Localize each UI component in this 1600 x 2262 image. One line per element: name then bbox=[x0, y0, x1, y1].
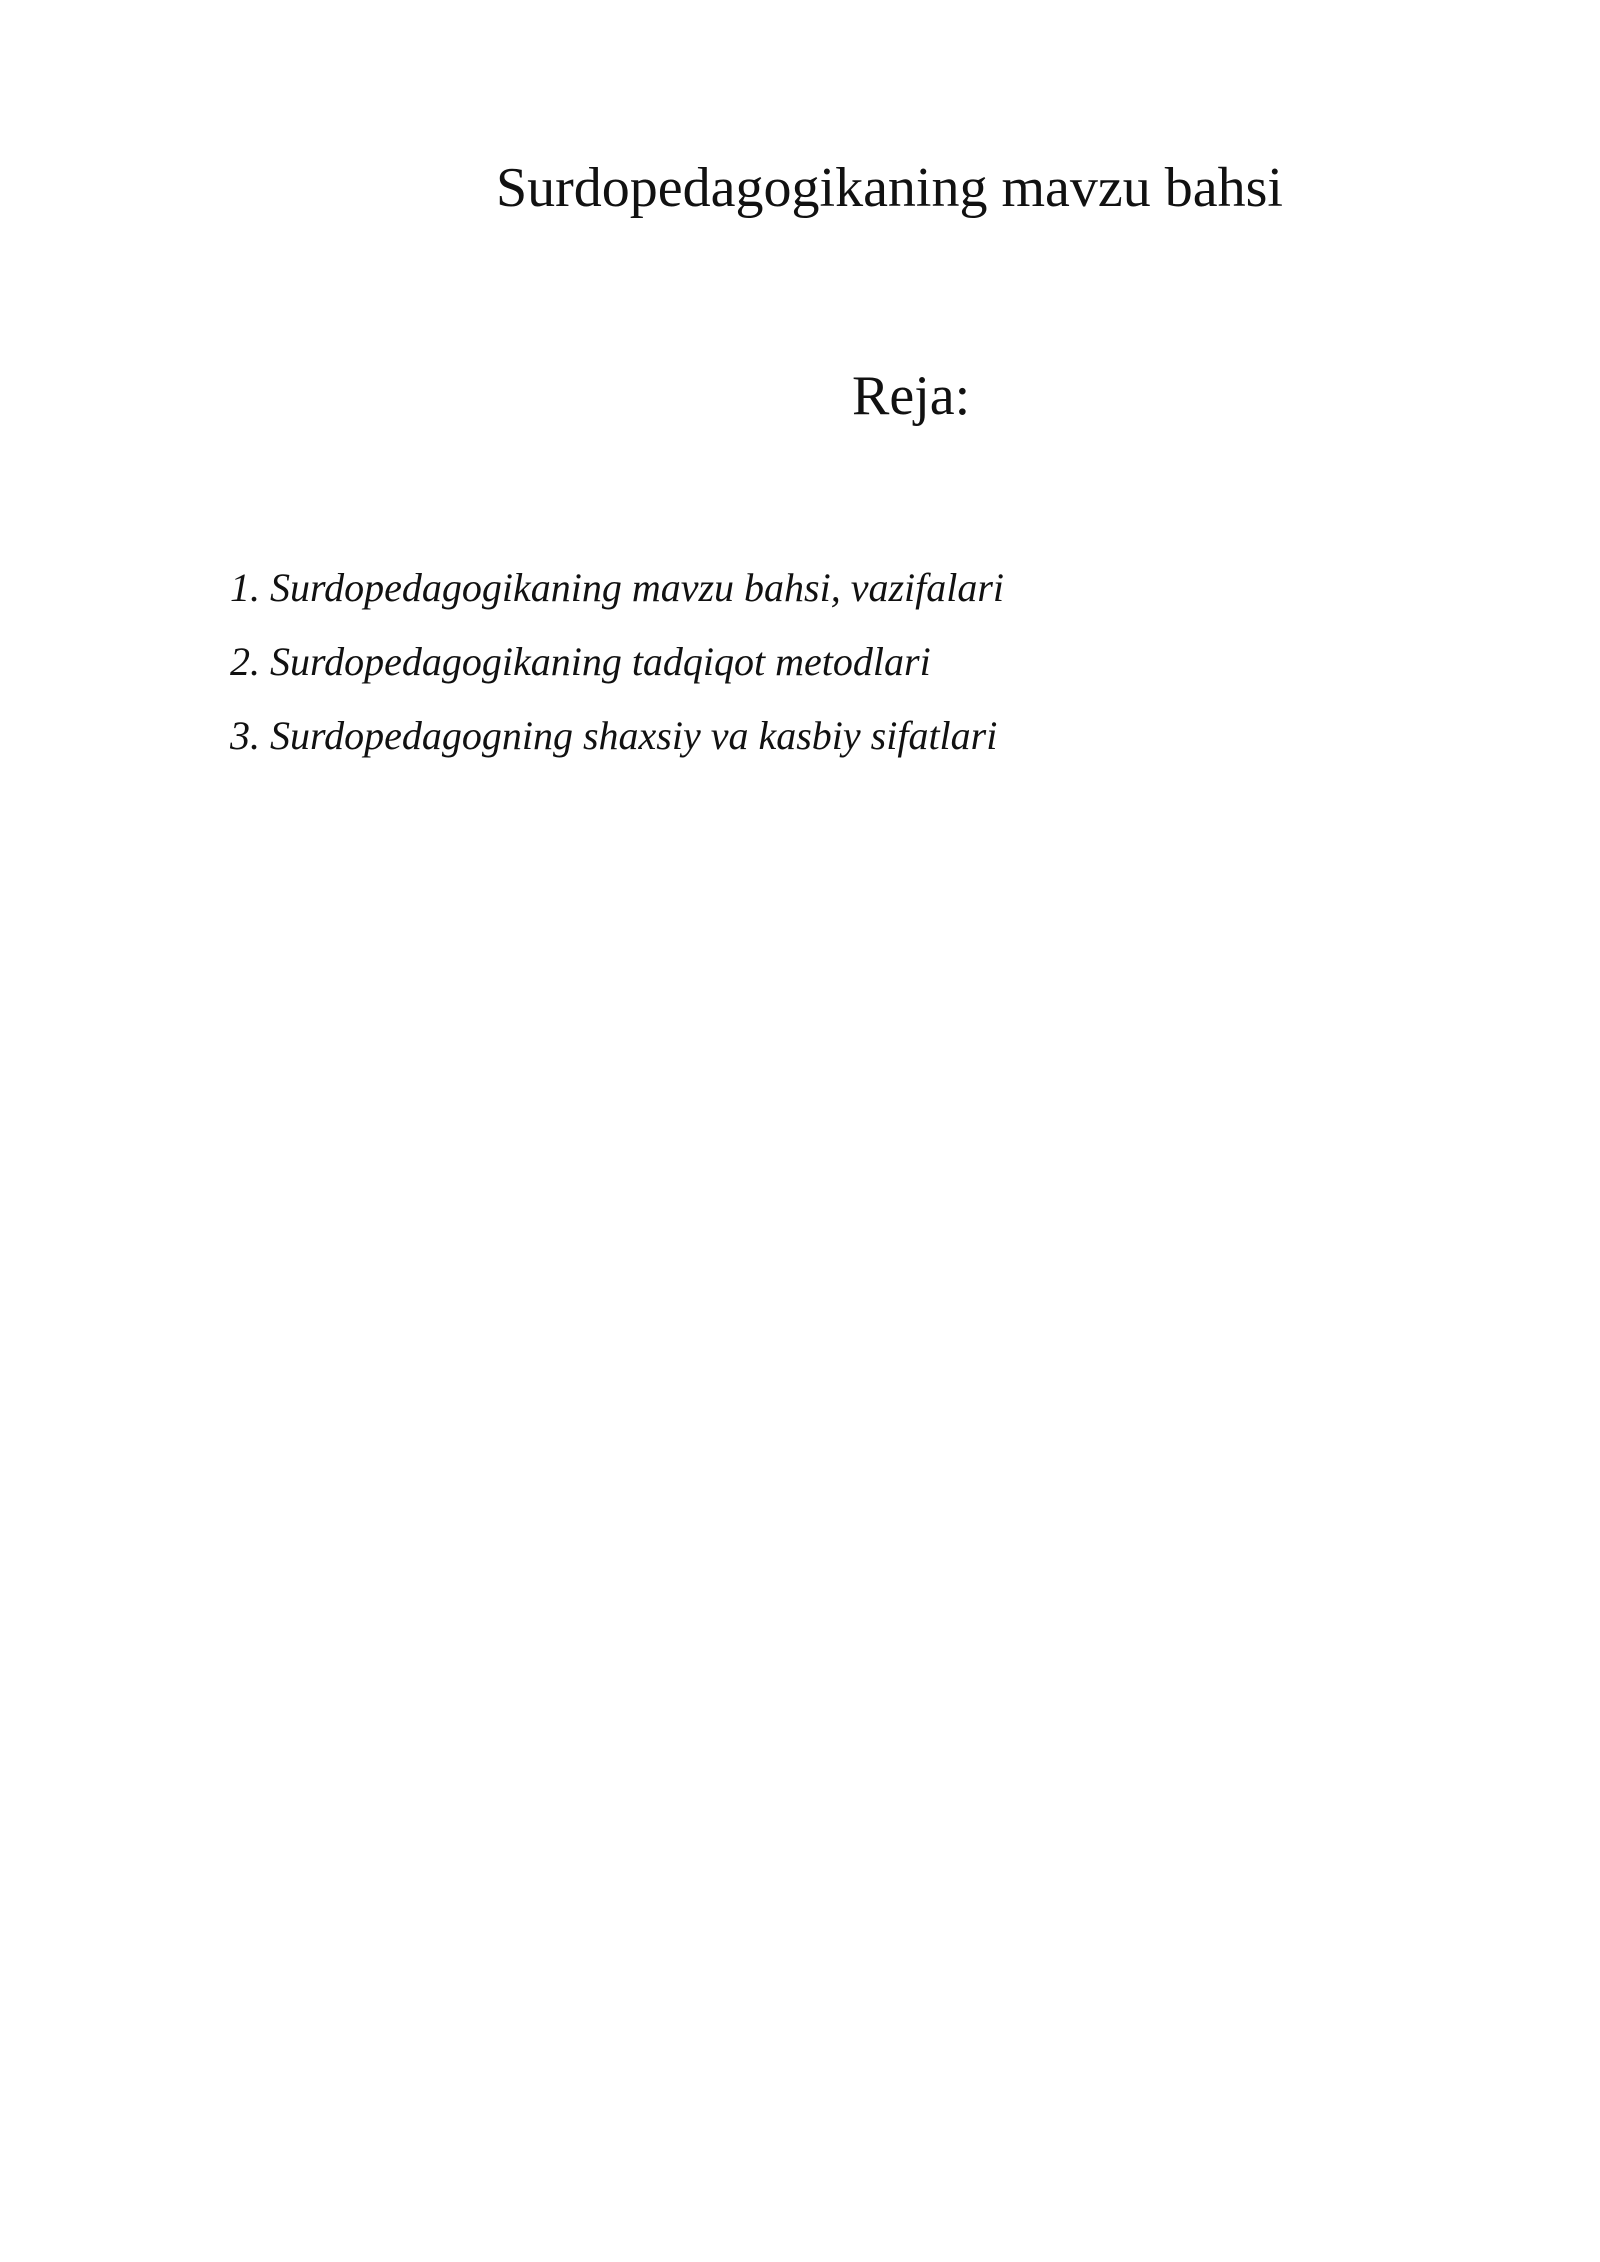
plan-item: 1. Surdopedagogikaning mavzu bahsi, vazifalari bbox=[230, 565, 1005, 610]
plan-item: 2. Surdopedagogikaning tadqiqot metodlari bbox=[230, 639, 931, 684]
plan-heading: Reja: bbox=[852, 365, 971, 427]
plan-item: 3. Surdopedagogning shaxsiy va kasbiy sifatlari bbox=[230, 713, 998, 758]
plan-list bbox=[230, 562, 1004, 784]
document-title: Surdopedagogikaning mavzu bahsi bbox=[496, 157, 1283, 219]
